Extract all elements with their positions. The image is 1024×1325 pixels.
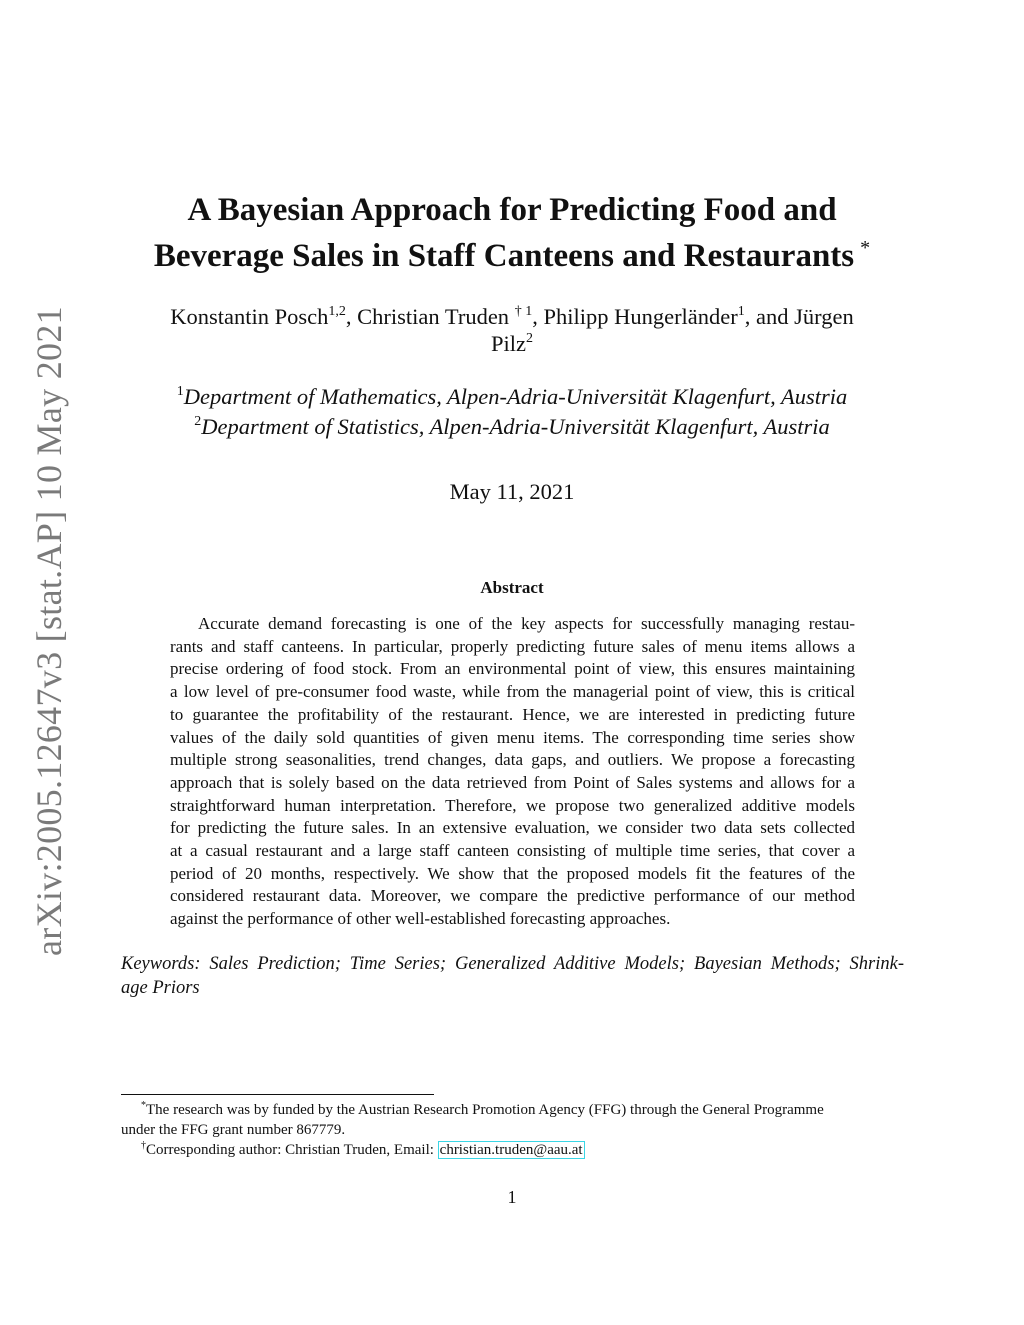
author-hungerlaender-affil: 1: [737, 304, 745, 319]
footnote-correspondence-text: Corresponding author: Christian Truden, Email:: [146, 1142, 438, 1158]
affiliation-2-number: 2: [194, 414, 202, 429]
footnote-rule: [121, 1094, 434, 1095]
footnote-correspondence: [121, 1140, 904, 1160]
paper-title: [0, 191, 1024, 275]
keywords-line-2: age Priors: [121, 978, 200, 998]
abstract-line: multiple strong seasonalities, trend changes, data gaps, and outliers. We propose a forecasting: [170, 750, 855, 770]
affiliation-1-number: 1: [176, 384, 184, 399]
affiliation-1-text: Department of Mathematics, Alpen-Adria-Universität Klagenfurt, Austria: [183, 384, 848, 409]
abstract-line: at a casual restaurant and a large staff canteen consisting of multiple time series, that cover a: [170, 841, 855, 861]
abstract-line: a low level of pre-consumer food waste, while from the managerial point of view, this is critical: [170, 682, 855, 702]
abstract-line: to guarantee the profitability of the restaurant. Hence, we are interested in predicting future: [170, 704, 855, 724]
footnote-funding-text: The research was by funded by the Austrian Research Promotion Agency (FFG) through the General Programme: [146, 1102, 824, 1118]
author-truden-affil: † 1: [514, 304, 533, 319]
author-truden: , Christian Truden: [345, 304, 510, 329]
abstract-line: approach that is solely based on the data retrieved from Point of Sales systems and allows for a: [170, 772, 855, 792]
email-link[interactable]: christian.truden@aau.at: [439, 1142, 583, 1158]
footnote-funding: [121, 1100, 904, 1120]
affiliation-2: [0, 412, 1024, 442]
arxiv-stamp: arXiv:2005.12647v3 [stat.AP] 10 May 2021: [29, 306, 69, 956]
affiliations: [0, 382, 1024, 442]
keywords-line-1: Keywords: Sales Prediction; Time Series; Generalized Additive Models; Bayesian Methods; Shrink-: [121, 954, 904, 974]
affiliation-1: [0, 382, 1024, 412]
abstract-heading: Abstract: [480, 578, 544, 597]
abstract-line: rants and staff canteens. In particular, properly predicting future sales of menu items allows a: [170, 636, 855, 656]
footnote-funding-continued: under the FFG grant number 867779.: [121, 1122, 346, 1138]
footnotes: [121, 1100, 904, 1160]
author-pilz-affil: 2: [526, 331, 533, 346]
abstract-line: for predicting the future sales. In an extensive evaluation, we consider two data sets collected: [170, 818, 855, 838]
author-posch-affil: 1,2: [328, 304, 346, 319]
title-line-2-text: Beverage Sales in Staff Canteens and Restaurants: [153, 238, 855, 274]
abstract-line: values of the daily sold quantities of given menu items. The corresponding time series show: [170, 727, 855, 747]
title-line-1: A Bayesian Approach for Predicting Food and: [187, 192, 837, 228]
abstract-line: period of 20 months, respectively. We show that the proposed models fit the features of the: [170, 863, 855, 883]
author-line-1: [120, 303, 904, 330]
author-list: [120, 303, 904, 357]
keywords: [121, 952, 904, 1000]
author-line-2: [120, 330, 904, 357]
footnote-correspondence-marker: †: [141, 1140, 146, 1151]
author-posch: Konstantin Posch: [170, 304, 329, 329]
affiliation-2-text: Department of Statistics, Alpen-Adria-Universität Klagenfurt, Austria: [201, 414, 830, 439]
author-hungerlaender: , Philipp Hungerländer: [532, 304, 738, 329]
abstract-body: [170, 613, 855, 931]
abstract-line: straightforward human interpretation. Therefore, we propose two generalized additive models: [170, 795, 855, 815]
page-number: 1: [507, 1187, 517, 1207]
author-pilz-first: , and Jürgen: [744, 304, 854, 329]
paper-date: May 11, 2021: [449, 479, 575, 504]
author-pilz-last: Pilz: [490, 331, 526, 356]
abstract-line: considered restaurant data. Moreover, we compare the predictive performance of our method: [170, 886, 855, 906]
footnote-funding-marker: *: [141, 1100, 146, 1111]
abstract-line: against the performance of other well-established forecasting approaches.: [170, 909, 671, 929]
title-footnote-marker: *: [860, 237, 871, 259]
abstract-line: Accurate demand forecasting is one of the key aspects for successfully managing restau-: [198, 614, 855, 633]
abstract-line: precise ordering of food stock. From an environmental point of view, this ensures maintaining: [170, 659, 855, 679]
title-line-2: [0, 229, 1024, 275]
